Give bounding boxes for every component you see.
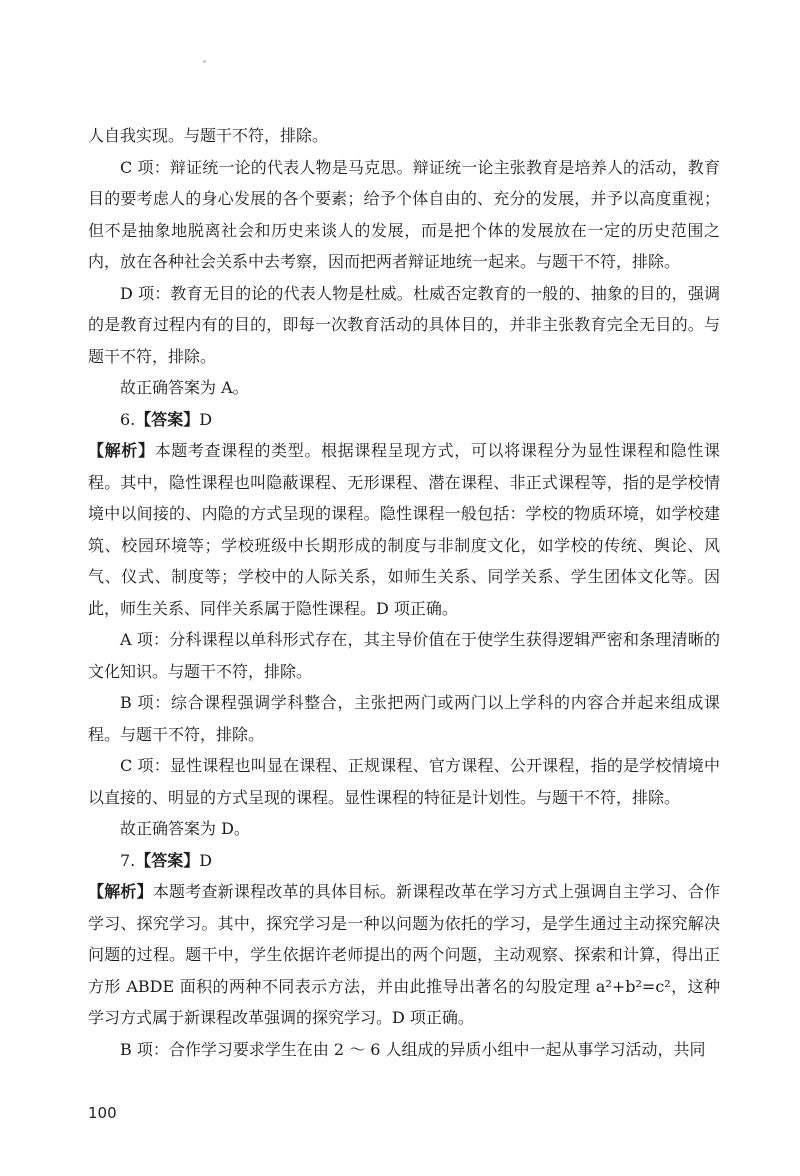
answer-line xyxy=(88,845,720,877)
analysis-paragraph xyxy=(88,435,720,624)
answer-line xyxy=(88,404,720,436)
paragraph: 故正确答案为 A。 xyxy=(120,378,249,397)
answer-value: D xyxy=(199,850,213,870)
paragraph: A 项：分科课程以单科形式存在，其主导价值在于使学生获得逻辑严密和条理清晰的文化知识。与题干不符，排除。 xyxy=(88,630,720,681)
analysis-text: 本题考查新课程改革的具体目标。新课程改革在学习方式上强调自主学习、合作学习、探究学习。其中，探究学习是一种以问题为依托的学习，是学生通过主动探究解决问题的过程。题干中，学生依据许老师提出的两个问题，主动观察、探索和计算，得出正方形 ABDE 面积的两种不同表示方法，并由此推导出著名的勾股定理 a²+b²=c²，这种学习方式属于新课程改革强调的探究学习。D 项正确。 xyxy=(88,882,720,1027)
question-number: 7. xyxy=(120,850,136,870)
analysis-text: 本题考查课程的类型。根据课程呈现方式，可以将课程分为显性课程和隐性课程。其中，隐性课程也叫隐蔽课程、无形课程、潜在课程、非正式课程等，指的是学校情境中以间接的、内隐的方式呈现的课程。隐性课程一般包括：学校的物质环境，如学校建筑、校园环境等；学校班级中长期形成的制度与非制度文化，如学校的传统、舆论、风气、仪式、制度等；学校中的人际关系，如师生关系、同学关系、学生团体文化等。因此，师生关系、同伴关系属于隐性课程。D 项正确。 xyxy=(88,441,720,618)
question-number: 6. xyxy=(120,409,136,429)
answer-tag: 【答案】 xyxy=(135,850,200,870)
paragraph: C 项：显性课程也叫显在课程、正规课程、官方课程、公开课程，指的是学校情境中以直接的、明显的方式呈现的课程。显性课程的特征是计划性。与题干不符，排除。 xyxy=(88,756,720,807)
answer-tag: 【答案】 xyxy=(135,409,200,429)
analysis-tag: 【解析】 xyxy=(88,882,153,901)
analysis-paragraph xyxy=(88,876,720,1034)
paragraph: B 项：综合课程强调学科整合，主张把两门或两门以上学科的内容合并起来组成课程。与题干不符，排除。 xyxy=(88,693,720,744)
paragraph: B 项：合作学习要求学生在由 2 ～ 6 人组成的异质小组中一起从事学习活动，共同 xyxy=(120,1039,706,1059)
paragraph: D 项：教育无目的论的代表人物是杜威。杜威否定教育的一般的、抽象的目的，强调的是教育过程内有的目的，即每一次教育活动的具体目的，并非主张教育完全无目的。与题干不符，排除。 xyxy=(88,283,720,366)
paragraph: 人自我实现。与题干不符，排除。 xyxy=(88,126,329,145)
answer-value: D xyxy=(199,409,213,429)
page-number: 100 xyxy=(88,1104,117,1122)
analysis-tag: 【解析】 xyxy=(88,441,155,460)
body-text xyxy=(88,120,720,1065)
paragraph: C 项：辩证统一论的代表人物是马克思。辩证统一论主张教育是培养人的活动，教育目的要考虑人的身心发展的各个要素；给予个体自由的、充分的发展，并予以高度重视；但不是抽象地脱离社会和历史来谈人的发展，而是把个体的发展放在一定的历史范围之内，放在各种社会关系中去考察，因而把两者辩证地统一起来。与题干不符，排除。 xyxy=(88,157,720,271)
paragraph: 故正确答案为 D。 xyxy=(120,819,250,838)
scan-speck xyxy=(203,60,206,63)
